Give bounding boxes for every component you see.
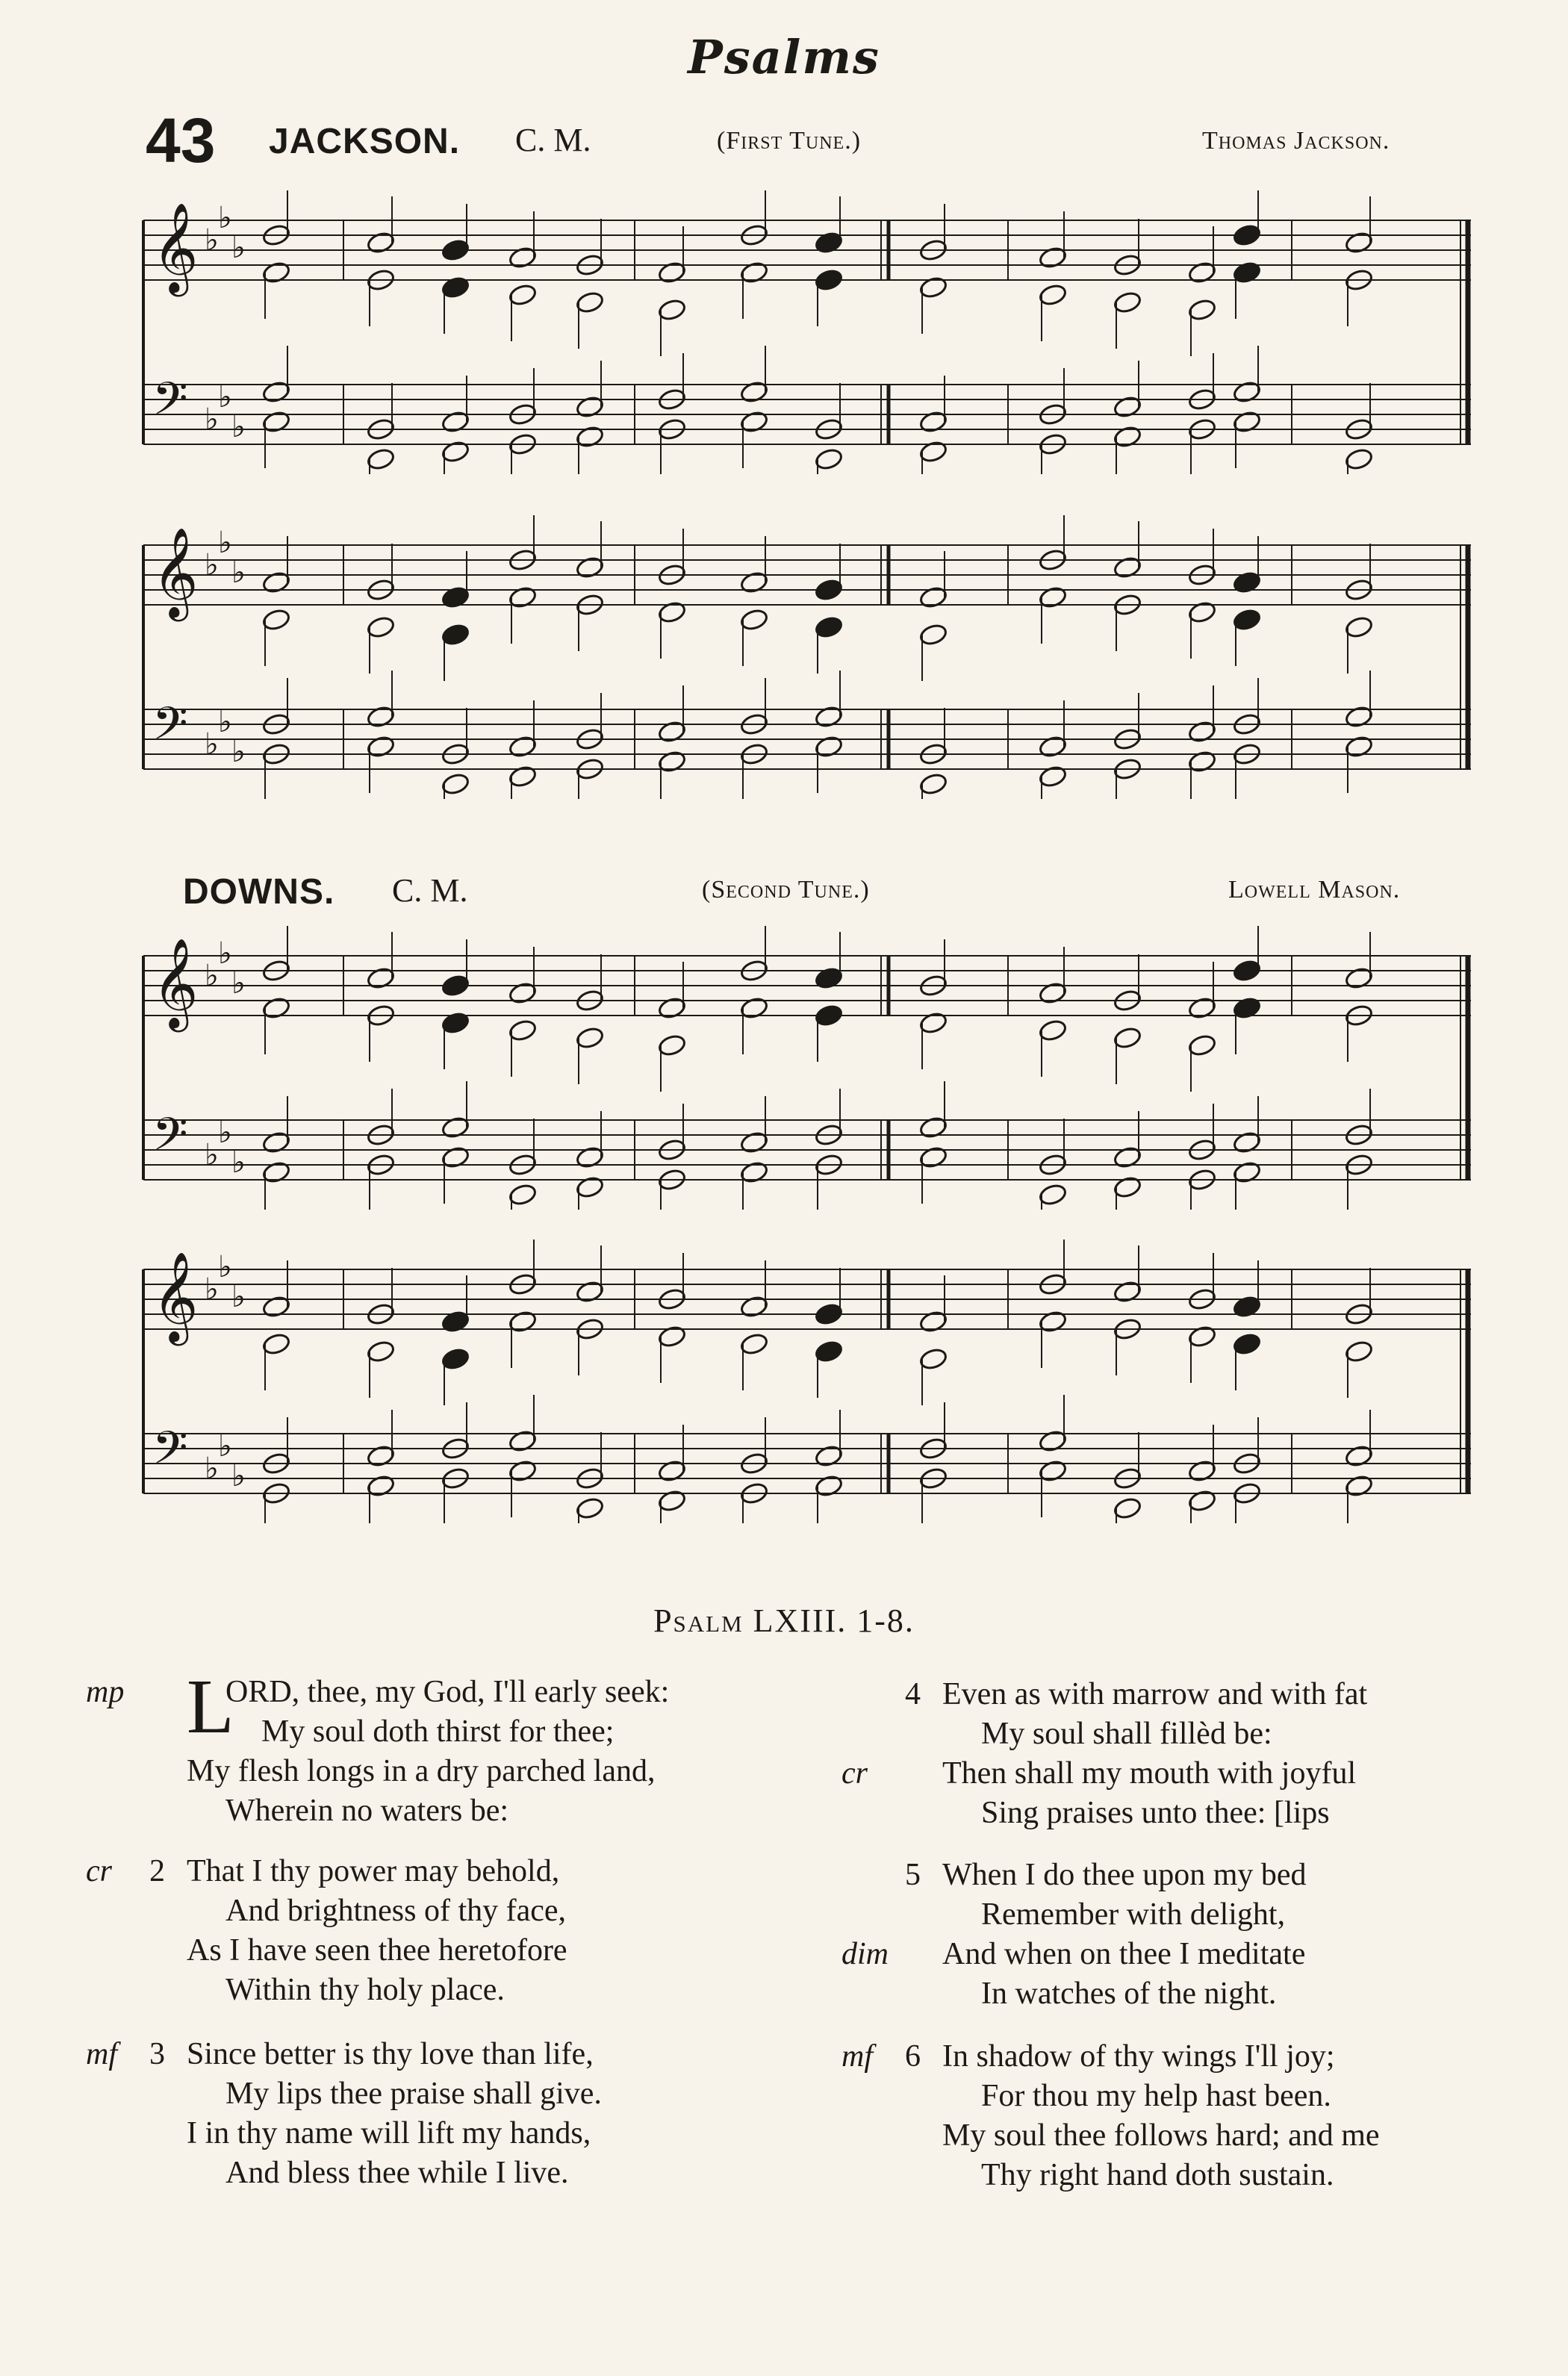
flat-sign-icon: ♭ bbox=[218, 1429, 232, 1464]
note-head bbox=[508, 765, 537, 789]
bass-clef-icon: 𝄢 bbox=[152, 373, 188, 437]
note-head bbox=[1344, 231, 1373, 255]
note-head bbox=[918, 1011, 948, 1035]
note-head bbox=[366, 735, 395, 759]
drop-cap: L bbox=[187, 1664, 234, 1750]
verse-4 bbox=[841, 1675, 1368, 1833]
note-head bbox=[1113, 1280, 1142, 1304]
note-head bbox=[814, 1302, 843, 1326]
page-header: Psalms bbox=[688, 30, 880, 84]
note-head bbox=[1038, 1310, 1067, 1334]
tune-name: JACKSON. bbox=[269, 122, 461, 161]
flat-sign-icon: ♭ bbox=[205, 727, 219, 762]
note-head bbox=[1232, 1160, 1261, 1184]
note-head bbox=[918, 1116, 948, 1139]
note-head bbox=[1187, 750, 1216, 774]
tune-composer: Thomas Jackson. bbox=[1202, 127, 1390, 155]
note-head bbox=[1038, 735, 1067, 759]
note-head bbox=[739, 608, 768, 632]
verse-number: 2 bbox=[149, 1854, 165, 1888]
note-head bbox=[739, 1295, 768, 1319]
note-head bbox=[1187, 996, 1216, 1020]
note-head bbox=[441, 585, 470, 609]
note-head bbox=[366, 1474, 395, 1498]
dynamic-mark: mf bbox=[86, 2037, 117, 2071]
dynamic-mark: cr bbox=[86, 1854, 112, 1888]
flat-sign-icon: ♭ bbox=[231, 1145, 246, 1180]
music-system-3 bbox=[142, 926, 1486, 1210]
note-head bbox=[441, 974, 470, 998]
note-head bbox=[1232, 996, 1261, 1020]
note-head bbox=[1232, 1332, 1261, 1356]
note-head bbox=[1038, 1183, 1067, 1207]
bass-clef-icon: 𝄢 bbox=[152, 1422, 188, 1486]
verse-line: Even as with marrow and with fat bbox=[942, 1677, 1368, 1711]
verse-line: My lips thee praise shall give. bbox=[225, 2077, 602, 2111]
verse-line: ORD, thee, my God, I'll early seek: bbox=[225, 1675, 670, 1709]
note-head bbox=[1232, 261, 1261, 284]
note-head bbox=[1038, 1459, 1067, 1483]
verse-number: 3 bbox=[149, 2037, 165, 2071]
note-head bbox=[657, 720, 686, 744]
note-head bbox=[657, 1489, 686, 1513]
note-head bbox=[1038, 1018, 1067, 1042]
note-head bbox=[441, 1011, 470, 1035]
note-head bbox=[1232, 1295, 1261, 1319]
verse-line: My flesh longs in a dry parched land, bbox=[187, 1754, 656, 1788]
note-head bbox=[1038, 981, 1067, 1005]
flat-sign-icon: ♭ bbox=[205, 223, 219, 258]
note-head bbox=[261, 1131, 290, 1154]
note-head bbox=[814, 1340, 843, 1363]
note-head bbox=[1187, 1033, 1216, 1057]
verse-line: For thou my help hast been. bbox=[981, 2079, 1331, 2113]
verse-line: In watches of the night. bbox=[981, 1977, 1277, 2011]
note-head bbox=[657, 1325, 686, 1349]
note-head bbox=[1232, 410, 1261, 434]
verse-line: When I do thee upon my bed bbox=[942, 1858, 1307, 1892]
hymn-number: 43 bbox=[146, 105, 216, 175]
note-head bbox=[739, 1131, 768, 1154]
flat-sign-icon: ♭ bbox=[231, 966, 246, 1001]
music-system-1 bbox=[142, 190, 1486, 474]
verse-line: In shadow of thy wings I'll joy; bbox=[942, 2039, 1335, 2074]
note-head bbox=[441, 440, 470, 464]
flat-sign-icon: ♭ bbox=[205, 402, 219, 437]
flat-sign-icon: ♭ bbox=[218, 705, 232, 739]
dynamic-mark: dim bbox=[841, 1937, 889, 1971]
note-head bbox=[261, 570, 290, 594]
note-head bbox=[814, 447, 843, 471]
note-head bbox=[918, 585, 948, 609]
verse-5 bbox=[841, 1856, 1307, 2014]
flat-sign-icon: ♭ bbox=[231, 1459, 246, 1493]
note-head bbox=[918, 1310, 948, 1334]
verse-3 bbox=[86, 2035, 602, 2193]
verse-line: Sing praises unto thee: [lips bbox=[981, 1796, 1330, 1830]
verse-line: That I thy power may behold, bbox=[187, 1854, 560, 1888]
note-head bbox=[508, 1459, 537, 1483]
note-head bbox=[739, 1332, 768, 1356]
note-head bbox=[1344, 1474, 1373, 1498]
note-head bbox=[657, 1033, 686, 1057]
note-head bbox=[657, 261, 686, 284]
note-head bbox=[508, 735, 537, 759]
treble-clef-icon: 𝄞 bbox=[152, 937, 199, 1028]
note-head bbox=[918, 440, 948, 464]
note-head bbox=[1344, 447, 1373, 471]
flat-sign-icon: ♭ bbox=[218, 1250, 232, 1284]
note-head bbox=[575, 395, 604, 419]
verse-6 bbox=[841, 2037, 1380, 2195]
treble-clef-icon: 𝄞 bbox=[152, 1251, 199, 1342]
note-head bbox=[261, 1332, 290, 1356]
note-head bbox=[441, 772, 470, 796]
note-head bbox=[1344, 1340, 1373, 1363]
note-head bbox=[1187, 600, 1216, 624]
tune-meter: C. M. bbox=[392, 872, 468, 909]
note-head bbox=[814, 1474, 843, 1498]
flat-sign-icon: ♭ bbox=[231, 410, 246, 444]
note-head bbox=[1232, 608, 1261, 632]
flat-sign-icon: ♭ bbox=[218, 526, 232, 560]
note-head bbox=[366, 615, 395, 639]
note-head bbox=[1113, 425, 1142, 449]
tune-heading-downs bbox=[0, 862, 1568, 930]
note-head bbox=[1232, 380, 1261, 404]
note-head bbox=[261, 261, 290, 284]
note-head bbox=[1344, 1444, 1373, 1468]
note-head bbox=[918, 623, 948, 647]
music-system-2 bbox=[142, 515, 1486, 799]
bass-clef-icon: 𝄢 bbox=[152, 1108, 188, 1172]
note-head bbox=[1187, 261, 1216, 284]
tune-meter: C. M. bbox=[515, 122, 591, 158]
note-head bbox=[261, 1160, 290, 1184]
note-head bbox=[441, 238, 470, 262]
verse-line: And bless thee while I live. bbox=[225, 2156, 569, 2190]
note-head bbox=[739, 261, 768, 284]
music-system-4 bbox=[142, 1240, 1486, 1523]
note-head bbox=[1113, 290, 1142, 314]
note-head bbox=[814, 615, 843, 639]
note-head bbox=[441, 1310, 470, 1334]
note-head bbox=[366, 966, 395, 990]
note-head bbox=[441, 1347, 470, 1371]
verse-1 bbox=[86, 1664, 670, 1831]
flat-sign-icon: ♭ bbox=[218, 936, 232, 971]
note-head bbox=[508, 1429, 537, 1453]
note-head bbox=[1038, 246, 1067, 270]
verse-line: Since better is thy love than life, bbox=[187, 2037, 594, 2071]
note-head bbox=[814, 966, 843, 990]
flat-sign-icon: ♭ bbox=[231, 735, 246, 769]
note-head bbox=[508, 981, 537, 1005]
note-head bbox=[1187, 720, 1216, 744]
note-head bbox=[508, 1018, 537, 1042]
verse-line: Remember with delight, bbox=[981, 1897, 1286, 1932]
flat-sign-icon: ♭ bbox=[231, 556, 246, 590]
note-head bbox=[1344, 735, 1373, 759]
psalm-reference: Psalm LXIII. 1-8. bbox=[653, 1602, 915, 1639]
note-head bbox=[575, 1280, 604, 1304]
note-head bbox=[508, 246, 537, 270]
note-head bbox=[739, 1160, 768, 1184]
note-head bbox=[918, 1145, 948, 1169]
verse-line: And when on thee I meditate bbox=[942, 1937, 1306, 1971]
treble-clef-icon: 𝄞 bbox=[152, 202, 199, 293]
note-head bbox=[1113, 395, 1142, 419]
verse-line: Then shall my mouth with joyful bbox=[942, 1756, 1357, 1791]
flat-sign-icon: ♭ bbox=[205, 959, 219, 993]
flat-sign-icon: ♭ bbox=[231, 1280, 246, 1314]
note-head bbox=[814, 1444, 843, 1468]
note-head bbox=[1232, 570, 1261, 594]
note-head bbox=[1113, 1026, 1142, 1050]
note-head bbox=[441, 623, 470, 647]
note-head bbox=[575, 1496, 604, 1520]
note-head bbox=[508, 1183, 537, 1207]
note-head bbox=[1113, 556, 1142, 579]
bass-clef-icon: 𝄢 bbox=[152, 697, 188, 762]
note-head bbox=[814, 578, 843, 602]
verse-line: Within thy holy place. bbox=[225, 1973, 505, 2007]
note-head bbox=[366, 1340, 395, 1363]
note-head bbox=[441, 276, 470, 299]
note-head bbox=[739, 996, 768, 1020]
note-head bbox=[1232, 223, 1261, 247]
note-head bbox=[1344, 615, 1373, 639]
note-head bbox=[1187, 1489, 1216, 1513]
note-head bbox=[1232, 959, 1261, 983]
verse-line: My soul thee follows hard; and me bbox=[942, 2118, 1380, 2153]
verse-line: And brightness of thy face, bbox=[225, 1894, 567, 1928]
flat-sign-icon: ♭ bbox=[218, 1116, 232, 1150]
note-head bbox=[575, 425, 604, 449]
note-head bbox=[814, 231, 843, 255]
note-head bbox=[366, 447, 395, 471]
note-head bbox=[575, 1145, 604, 1169]
flat-sign-icon: ♭ bbox=[218, 201, 232, 235]
note-head bbox=[441, 1145, 470, 1169]
note-head bbox=[918, 410, 948, 434]
note-head bbox=[814, 268, 843, 292]
dynamic-mark: cr bbox=[841, 1756, 868, 1791]
note-head bbox=[508, 585, 537, 609]
note-head bbox=[508, 1310, 537, 1334]
verse-number: 6 bbox=[905, 2039, 921, 2074]
note-head bbox=[918, 276, 948, 299]
verse-2 bbox=[86, 1852, 567, 2010]
note-head bbox=[657, 750, 686, 774]
note-head bbox=[575, 290, 604, 314]
tune-heading-jackson bbox=[0, 105, 1568, 175]
verse-line: Wherein no waters be: bbox=[225, 1794, 509, 1828]
note-head bbox=[441, 1116, 470, 1139]
note-head bbox=[918, 772, 948, 796]
tune-note: (First Tune.) bbox=[717, 127, 862, 155]
note-head bbox=[657, 298, 686, 322]
note-head bbox=[508, 283, 537, 307]
note-head bbox=[261, 410, 290, 434]
note-head bbox=[261, 608, 290, 632]
note-head bbox=[366, 231, 395, 255]
note-head bbox=[739, 410, 768, 434]
note-head bbox=[366, 1444, 395, 1468]
note-head bbox=[814, 735, 843, 759]
note-head bbox=[1113, 1496, 1142, 1520]
note-head bbox=[261, 380, 290, 404]
note-head bbox=[739, 570, 768, 594]
note-head bbox=[1113, 1145, 1142, 1169]
note-head bbox=[261, 1295, 290, 1319]
note-head bbox=[261, 996, 290, 1020]
verse-number: 4 bbox=[905, 1677, 921, 1711]
flat-sign-icon: ♭ bbox=[205, 1138, 219, 1172]
note-head bbox=[657, 996, 686, 1020]
dynamic-mark: mf bbox=[841, 2039, 873, 2074]
note-head bbox=[1038, 585, 1067, 609]
note-head bbox=[657, 600, 686, 624]
flat-sign-icon: ♭ bbox=[218, 380, 232, 414]
note-head bbox=[814, 705, 843, 729]
note-head bbox=[739, 380, 768, 404]
tune-composer: Lowell Mason. bbox=[1228, 876, 1401, 904]
note-head bbox=[1038, 765, 1067, 789]
note-head bbox=[575, 1175, 604, 1199]
flat-sign-icon: ♭ bbox=[205, 1272, 219, 1307]
verse-line: As I have seen thee heretofore bbox=[187, 1933, 567, 1968]
note-head bbox=[1038, 283, 1067, 307]
tune-note: (Second Tune.) bbox=[702, 876, 870, 904]
treble-clef-icon: 𝄞 bbox=[152, 526, 199, 618]
verse-number: 5 bbox=[905, 1858, 921, 1892]
note-head bbox=[814, 1004, 843, 1027]
note-head bbox=[441, 410, 470, 434]
note-head bbox=[1187, 1325, 1216, 1349]
verse-line: My soul shall fillèd be: bbox=[981, 1717, 1272, 1751]
note-head bbox=[657, 1459, 686, 1483]
flat-sign-icon: ♭ bbox=[231, 231, 246, 265]
note-head bbox=[575, 1026, 604, 1050]
note-head bbox=[1187, 298, 1216, 322]
verse-line: Thy right hand doth sustain. bbox=[981, 2158, 1334, 2192]
note-head bbox=[1232, 1131, 1261, 1154]
note-head bbox=[1113, 1175, 1142, 1199]
note-head bbox=[1344, 966, 1373, 990]
dynamic-mark: mp bbox=[86, 1675, 125, 1709]
note-head bbox=[366, 705, 395, 729]
note-head bbox=[1344, 705, 1373, 729]
note-head bbox=[1038, 1429, 1067, 1453]
note-head bbox=[1187, 1459, 1216, 1483]
flat-sign-icon: ♭ bbox=[205, 548, 219, 582]
note-head bbox=[575, 556, 604, 579]
flat-sign-icon: ♭ bbox=[205, 1452, 219, 1486]
tune-name: DOWNS. bbox=[183, 872, 335, 912]
verse-line: I in thy name will lift my hands, bbox=[187, 2116, 591, 2150]
note-head bbox=[918, 1347, 948, 1371]
verse-line: My soul doth thirst for thee; bbox=[261, 1714, 615, 1749]
